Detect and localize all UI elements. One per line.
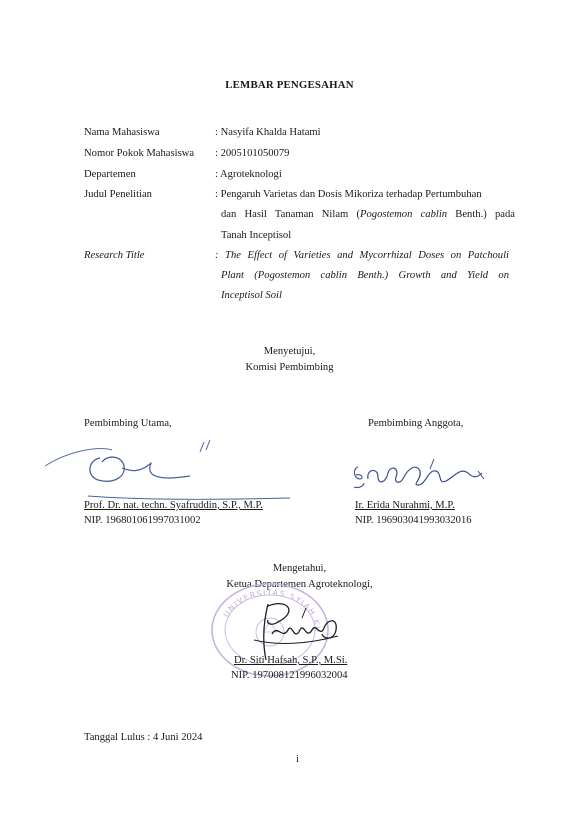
signature-main-supervisor xyxy=(40,438,220,508)
judul-line-3: Tanah Inceptisol xyxy=(221,230,292,241)
label-research-title: Research Title xyxy=(84,250,145,261)
judul-line-1: : Pengaruh Varietas dan Dosis Mikoriza terhadap Pertumbuhan xyxy=(215,189,482,200)
label-nama-mahasiswa: Nama Mahasiswa xyxy=(84,127,160,138)
main-supervisor-nip: NIP. 196801061997031002 xyxy=(84,515,201,526)
department-head-title: Ketua Departemen Agroteknologi, xyxy=(226,579,373,590)
value-nama-mahasiswa: : Nasyifa Khalda Hatami xyxy=(215,127,321,138)
research-title-line-1: : The Effect of Varieties and Mycorrhizal Doses on Patchouli xyxy=(215,250,509,261)
member-supervisor-name: Ir. Erida Nurahmi, M.P. xyxy=(355,500,455,511)
member-supervisor-role: Pembimbing Anggota, xyxy=(368,418,464,429)
department-head-nip: NIP. 197008121996032004 xyxy=(231,670,348,681)
label-departemen: Departemen xyxy=(84,169,136,180)
department-head-name: Dr. Siti Hafsah, S.P., M.Si. xyxy=(234,655,348,666)
research-title-line-3: Inceptisol Soil xyxy=(221,290,282,301)
stamp-text: UNIVERSITAS SYIAH KUALA xyxy=(201,573,323,634)
approval-committee: Komisi Pembimbing xyxy=(245,362,334,373)
label-judul-penelitian: Judul Penelitian xyxy=(84,189,152,200)
value-departemen: : Agroteknologi xyxy=(215,169,282,180)
judul-line-2: dan Hasil Tanaman Nilam (Pogostemon cablin Benth.) pada xyxy=(221,209,515,220)
approval-heading: Menyetujui, xyxy=(263,346,316,357)
main-supervisor-name: Prof. Dr. nat. techn. Syafruddin, S.P., M.P. xyxy=(84,500,263,511)
page-title: LEMBAR PENGESAHAN xyxy=(225,79,354,91)
label-npm: Nomor Pokok Mahasiswa xyxy=(84,148,195,159)
signature-member-supervisor xyxy=(350,455,500,500)
acknowledged-heading: Mengetahui, xyxy=(272,563,327,574)
main-supervisor-role: Pembimbing Utama, xyxy=(84,418,172,429)
value-npm: : 2005101050079 xyxy=(215,148,290,159)
research-title-line-2: Plant (Pogostemon cablin Benth.) Growth and Yield on xyxy=(221,270,509,281)
member-supervisor-nip: NIP. 196903041993032016 xyxy=(355,515,472,526)
page-number: i xyxy=(296,754,299,765)
graduation-date: Tanggal Lulus : 4 Juni 2024 xyxy=(84,732,203,743)
